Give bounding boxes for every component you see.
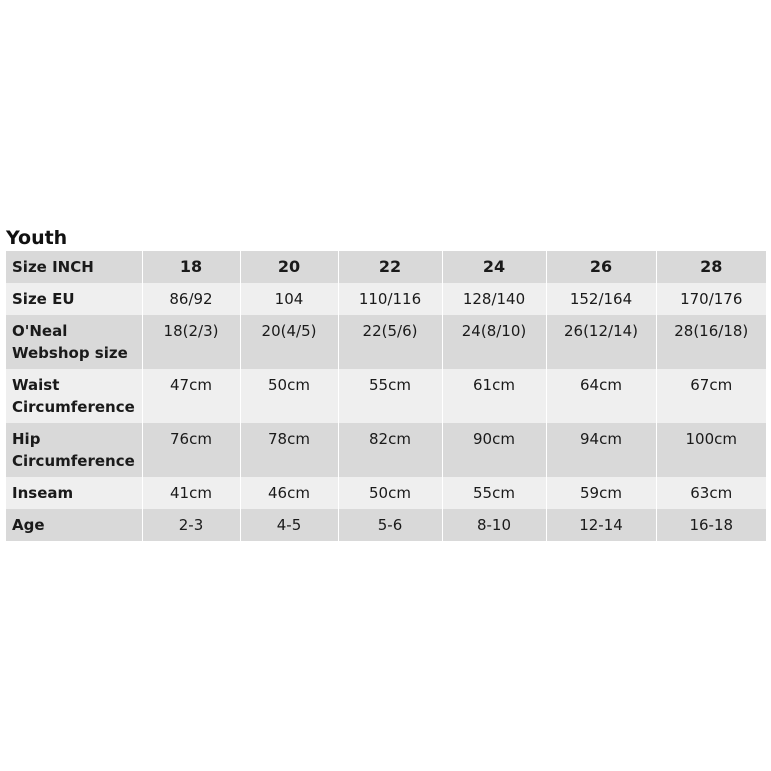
table-cell: 50cm [338,477,442,509]
size-inch-24: 24 [442,251,546,283]
table-cell: 78cm [240,423,338,477]
table-cell: 47cm [142,369,240,423]
table-cell: 20(4/5) [240,315,338,369]
table-cell: 41cm [142,477,240,509]
table-cell: 104 [240,283,338,315]
table-cell: 59cm [546,477,656,509]
table-row-waist [6,369,766,423]
row-label-waist: Waist Circumference [6,369,142,423]
table-cell: 5-6 [338,509,442,541]
table-cell: 28(16/18) [656,315,766,369]
row-label-size-eu: Size EU [6,283,142,315]
table-row-hip [6,423,766,477]
table-cell: 12-14 [546,509,656,541]
table-cell: 100cm [656,423,766,477]
table-row-size-eu [6,283,766,315]
table-row-age [6,509,766,541]
table-cell: 46cm [240,477,338,509]
row-label-webshop-size: O'Neal Webshop size [6,315,142,369]
table-cell: 94cm [546,423,656,477]
table-row-webshop-size [6,315,766,369]
table-cell: 8-10 [442,509,546,541]
table-cell: 16-18 [656,509,766,541]
table-cell: 128/140 [442,283,546,315]
table-row-inseam [6,477,766,509]
table-cell: 82cm [338,423,442,477]
table-cell: 63cm [656,477,766,509]
table-cell: 18(2/3) [142,315,240,369]
header-row [6,251,766,283]
table-cell: 64cm [546,369,656,423]
table-cell: 50cm [240,369,338,423]
size-inch-28: 28 [656,251,766,283]
table-cell: 22(5/6) [338,315,442,369]
row-label-hip: Hip Circumference [6,423,142,477]
table-cell: 61cm [442,369,546,423]
table-cell: 76cm [142,423,240,477]
size-inch-26: 26 [546,251,656,283]
size-inch-20: 20 [240,251,338,283]
table-cell: 2-3 [142,509,240,541]
table-cell: 55cm [338,369,442,423]
size-inch-18: 18 [142,251,240,283]
table-cell: 152/164 [546,283,656,315]
table-cell: 86/92 [142,283,240,315]
chart-title: Youth [6,227,68,249]
row-label-size-inch: Size INCH [6,251,142,283]
size-chart [6,226,766,541]
size-inch-22: 22 [338,251,442,283]
table-cell: 170/176 [656,283,766,315]
table-cell: 110/116 [338,283,442,315]
row-label-inseam: Inseam [6,477,142,509]
table-cell: 67cm [656,369,766,423]
table-cell: 55cm [442,477,546,509]
table-cell: 26(12/14) [546,315,656,369]
row-label-age: Age [6,509,142,541]
table-cell: 24(8/10) [442,315,546,369]
size-table [6,251,766,541]
table-cell: 4-5 [240,509,338,541]
table-cell: 90cm [442,423,546,477]
